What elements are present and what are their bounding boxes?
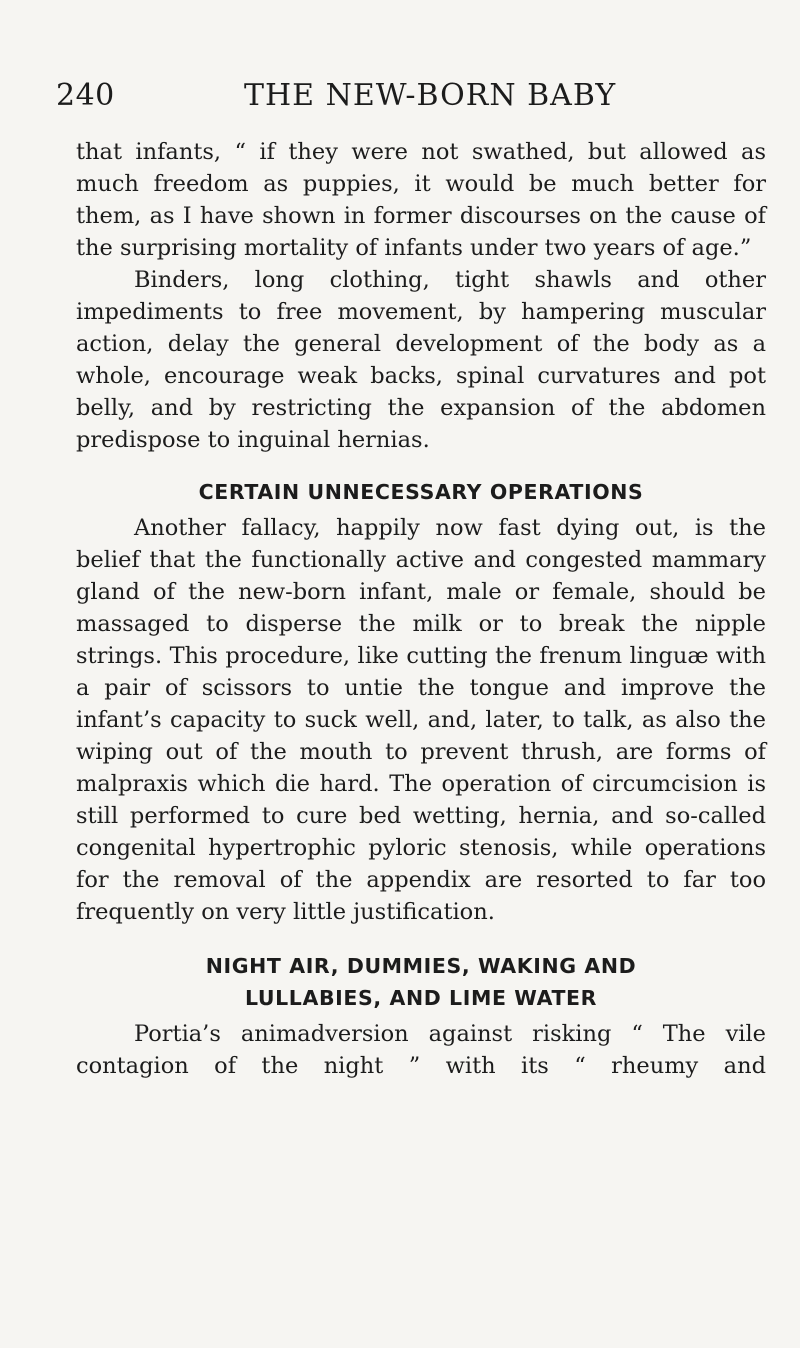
section-heading-night-air bbox=[76, 950, 766, 1014]
running-head bbox=[56, 76, 756, 116]
paragraph-continued: that infants, “ if they were not swathed, but allowed as much freedom as puppies, it would be much better for them, as I have shown in former discourses on the cause of the surprising mortality of infants under two years of age.” bbox=[76, 139, 766, 261]
paragraph-binders: Binders, long clothing, tight shawls and other impediments to free movement, by hampering muscular action, delay the general development of the body as a whole, encourage weak backs, spinal curvatures and pot belly, and by restricting the expansion of the abdomen predispose to inguinal hernias. bbox=[76, 267, 766, 453]
section-heading-operations: CERTAIN UNNECESSARY OPERATIONS bbox=[198, 480, 644, 504]
paragraph-fallacy: Another fallacy, happily now fast dying out, is the belief that the functionally active and congested mammary gland of the new-born infant, male or female, should be massaged to disperse the milk or to break the nipple strings. This procedure, like cutting the frenum linguæ with a pair of scissors to untie the tongue and improve the infant’s capacity to suck well, and, later, to talk, as also the wiping out of the mouth to prevent thrush, are forms of malpraxis which die hard. The operation of circumcision is still performed to cure bed wetting, hernia, and so-called congenital hypertrophic pyloric stenosis, while operations for the removal of the appendix are resorted to far too frequently on very little justification. bbox=[76, 515, 766, 925]
page-number: 240 bbox=[56, 78, 115, 113]
body-text bbox=[76, 136, 766, 1082]
section-heading-night-air-line-1: NIGHT AIR, DUMMIES, WAKING AND bbox=[205, 954, 637, 978]
section-heading-night-air-line-2: LULLABIES, AND LIME WATER bbox=[244, 986, 598, 1010]
running-title: THE NEW-BORN BABY bbox=[244, 78, 617, 113]
paragraph-portia: Portia’s animadversion against risking “ The vile contagion of the night ” with its “ rheumy and bbox=[76, 1021, 766, 1079]
